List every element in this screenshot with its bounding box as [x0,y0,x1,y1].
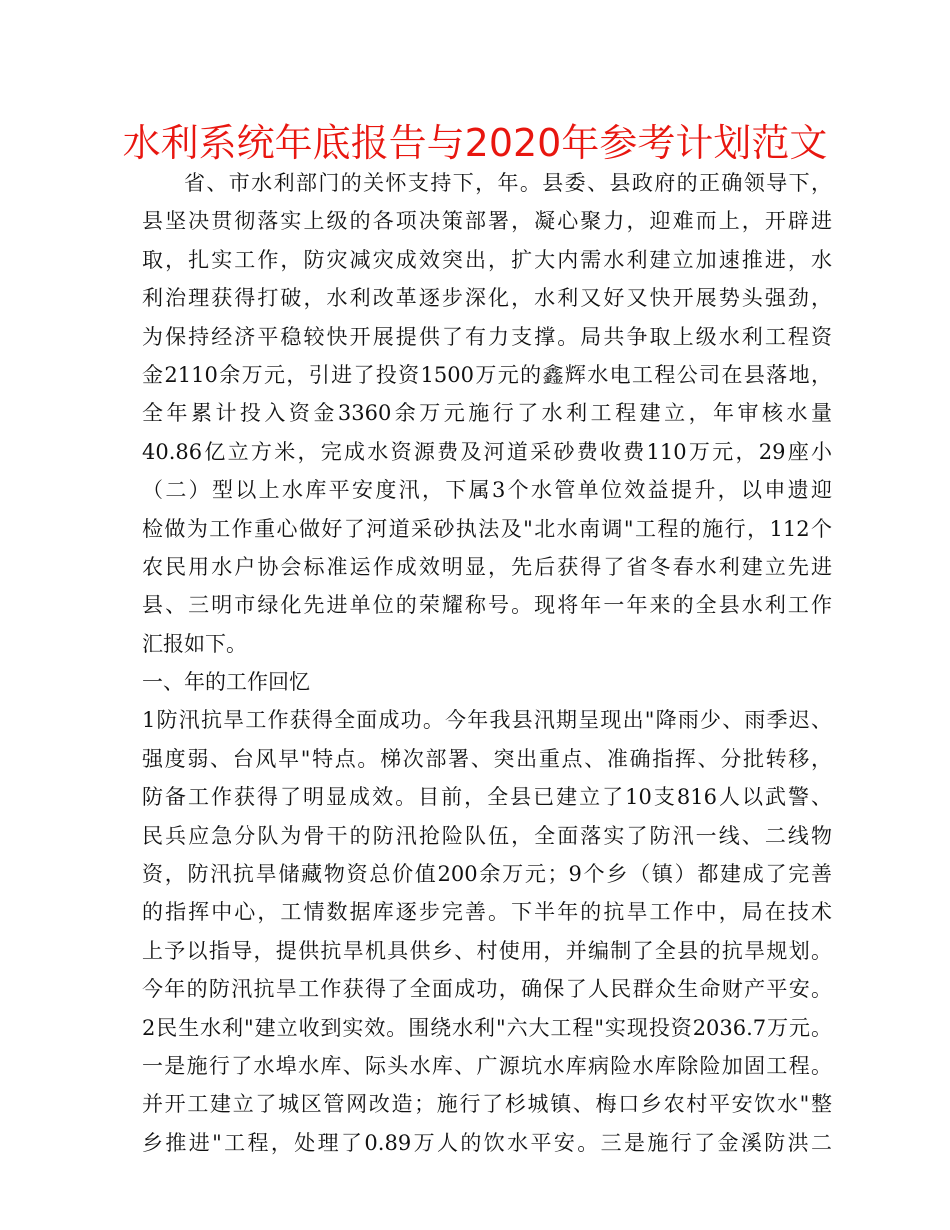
body-line: 利治理获得打破，水利改革逐步深化，水利又好又快开展势头强劲， [142,286,832,311]
document-body [142,164,832,1162]
body-line: 防备工作获得了明显成效。目前，全县已建立了10支816人以武警、 [142,785,832,810]
body-line: 取，扎实工作，防灾减灾成效突出，扩大内需水利建立加速推进，水 [142,247,832,272]
body-line: （二）型以上水库平安度汛，下属3个水管单位效益提升，以申遗迎 [142,478,832,503]
body-line: 全年累计投入资金3360余万元施行了水利工程建立，年审核水量 [142,401,832,426]
body-line: 1防汛抗旱工作获得全面成功。今年我县汛期呈现出"降雨少、雨季迟、 [142,708,832,733]
body-line: 为保持经济平稳较快开展提供了有力支撑。局共争取上级水利工程资 [142,324,832,349]
body-line: 县、三明市绿化先进单位的荣耀称号。现将年一年来的全县水利工作 [142,593,832,618]
body-line: 乡推进"工程，处理了0.89万人的饮水平安。三是施行了金溪防洪二 [142,1130,832,1155]
document-title: 水利系统年底报告与2020年参考计划范文 [122,121,828,165]
body-line: 检做为工作重心做好了河道采砂执法及"北水南调"工程的施行，112个 [142,516,832,541]
body-line: 一是施行了水埠水库、际头水库、广源坑水库病险水库除险加固工程。 [142,1053,832,1078]
body-line: 40.86亿立方米，完成水资源费及河道采砂费收费110万元，29座小 [142,439,832,464]
body-line: 并开工建立了城区管网改造；施行了杉城镇、梅口乡农村平安饮水"整 [142,1092,832,1117]
body-line: 上予以指导，提供抗旱机具供乡、村使用，并编制了全县的抗旱规划。 [142,938,832,963]
body-line: 今年的防汛抗旱工作获得了全面成功，确保了人民群众生命财产平安。 [142,977,832,1002]
body-line: 县坚决贯彻落实上级的各项决策部署，凝心聚力，迎难而上，开辟进 [142,209,832,234]
body-line: 汇报如下。 [142,631,247,656]
body-line: 2民生水利"建立收到实效。围绕水利"六大工程"实现投资2036.7万元。 [142,1015,832,1040]
body-line: 强度弱、台风早"特点。梯次部署、突出重点、准确指挥、分批转移， [142,746,832,771]
body-line: 金2110余万元，引进了投资1500万元的鑫辉水电工程公司在县落地， [142,362,832,387]
body-line: 的指挥中心，工情数据库逐步完善。下半年的抗旱工作中，局在技术 [142,900,832,925]
body-line: 省、市水利部门的关怀支持下，年。县委、县政府的正确领导下， [184,171,832,195]
body-line: 农民用水户协会标准运作成效明显，先后获得了省冬春水利建立先进 [142,554,832,579]
body-line: 资，防汛抗旱储藏物资总价值200余万元；9个乡（镇）都建成了完善 [142,862,832,887]
body-line: 民兵应急分队为骨干的防汛抢险队伍，全面落实了防汛一线、二线物 [142,823,832,848]
section-heading: 一、年的工作回忆 [142,670,310,695]
